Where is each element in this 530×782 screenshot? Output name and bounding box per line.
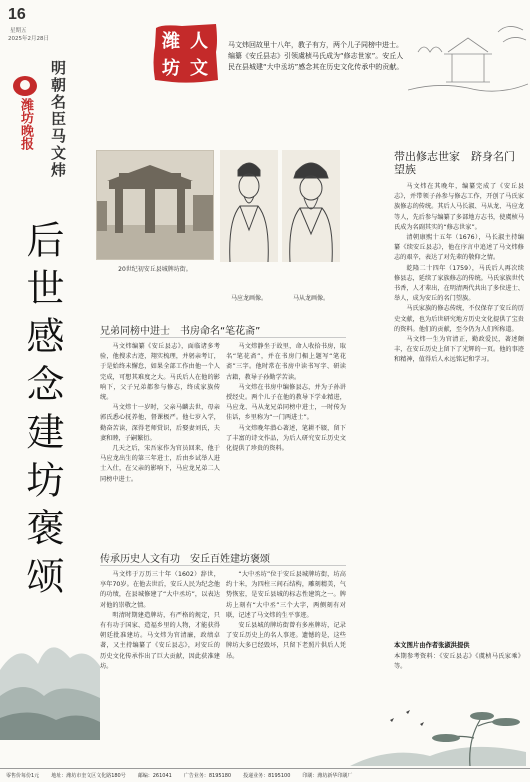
- section2-column-b: [226, 570, 346, 764]
- column-title: 明朝名臣马文炜: [49, 60, 67, 179]
- section1-column-a: [100, 342, 220, 538]
- footer-item: 印刷：潍坊新华印刷厂: [302, 773, 353, 779]
- paragraph: 马文炜晚年潜心著述，笔耕不辍，留下了丰富的诗文作品，为后人研究安丘历史文化提供了珍贵的资料。: [226, 424, 346, 453]
- paragraph: 安丘县城的牌坊街曾有多座牌坊，记录了安丘历史上的名人事迹。遗憾的是，这些牌坊大多已经毁坏，只留下老照片供后人凭吊。: [226, 622, 346, 660]
- archway-image: [97, 151, 214, 260]
- brand-logo: [10, 76, 40, 150]
- paragraph: 马文炜静坐于故里，命人收拾书房，取名“笔花斋”，并在书房门楣上题写“笔花斋”三字。他时常在书房中读书写字、研读古籍，教导子孙勤学苦读。: [226, 343, 346, 381]
- footer-item: 地址：潍坊市奎文区文化路180号: [51, 773, 126, 779]
- brand-name: 潍坊晚报: [18, 98, 33, 150]
- section2-heading: 传承历史人文有功 安丘百姓建坊褒颂: [100, 554, 270, 565]
- section2-column-a: [100, 570, 220, 764]
- page-footer: [0, 768, 530, 782]
- paragraph: 马文炜十一岁时，父亲马麟去世，母亲郭氏悉心抚养他，督课极严。他七岁入学，勤奋苦读，深得老师赏识，后娶妻刘氏，夫妻和睦，子嗣繁衍。: [100, 404, 220, 442]
- paragraph: “大中丞坊”位于安丘县城牌坊街，坊高约十米，为四柱三间石结构，雕刻精美，气势恢宏，是安丘县城的标志性建筑之一。牌坊上刻有“大中丞”三个大字，两侧刻有对联，记述了马文炜的生平事迹。: [226, 571, 346, 619]
- section1-rule: [100, 337, 346, 338]
- paragraph: 马文炜编纂《安丘县志》，面临诸多考验，他搜求古迹，翔实梳理，并躬亲考订，于是始终未懈怠，如果全部工作由他一个人完成，可想其难度之大。马氏后人在他的影响下，父子兄弟都参与修志，终成家族传统。: [100, 343, 220, 402]
- paragraph: 清朝康熙十五年（1676），马长淑主持编纂《续安丘县志》，他在序言中追述了马文炜修志的艰辛，表达了对先辈的敬仰之情。: [394, 234, 524, 262]
- column-seal: [152, 22, 220, 84]
- footer-item: 投递业务：8195100: [243, 773, 291, 779]
- seal-char-1: 潍: [162, 31, 180, 52]
- pavilion-illustration: [408, 12, 528, 120]
- section1-heading: 兄弟同榜中进士 书房命名“笔花斋”: [100, 326, 261, 337]
- paragraph: 明清时期建造牌坊，有严格的规定，只有有功于国家、造福乡里的人物，才能获得朝廷批准建坊。马文炜为官清廉，政绩卓著，又主持编纂了《安丘县志》，对安丘的历史文化传承作出了巨大贡献，因此获准建坊。: [100, 611, 220, 670]
- section2-rule: [100, 565, 346, 566]
- footer-item: 零售价每份1元: [6, 773, 40, 779]
- feature-intro: 马文炜回故里十八年，教子有方，两个儿子同榜中进士。编纂《安丘县志》引领虞桢马氏成为“修志世家”。安丘人民在县城建“大中丞坊”感念其在历史文化传承中的贡献。: [228, 41, 404, 71]
- reference-note: 本期参考资料：《安丘县志》《虞桢马氏家乘》等。: [394, 653, 524, 671]
- issue-weekday: 星期五: [10, 28, 27, 34]
- pine-illustration: [350, 690, 526, 766]
- photo-caption: 20世纪初安丘县城牌坊街。: [118, 266, 192, 273]
- paragraph: 马氏家族的修志传统，不仅保存了安丘的历史文献，也为后世研究地方历史文化提供了宝贵的资料。他们的贡献，至今仍为人们所称道。: [394, 305, 524, 333]
- page-number: 16: [8, 6, 26, 23]
- seal-char-4: 文: [190, 58, 208, 79]
- section1-column-b: [226, 342, 346, 538]
- paragraph: 乾隆二十四年（1759），马氏后人再次续修县志，延续了家族修志的传统。马氏家族世代书香，人才辈出，在明清两代共出了多位进士、举人，成为安丘的名门望族。: [394, 264, 524, 303]
- section3-heading: 带出修志世家 跻身名门望族: [394, 150, 515, 176]
- image-credit: 本文图片由作者张淑洪提供: [394, 642, 470, 649]
- landscape-illustration: [0, 600, 100, 740]
- seal-char-3: 坊: [162, 58, 180, 79]
- footer-item: 邮编：261041: [137, 773, 172, 779]
- issue-date: 2025年2月28日: [8, 36, 49, 42]
- paragraph: 马文炜于万历三十年（1602）辞世，享年70岁。在他去世后，安丘人民为纪念他的功绩，在县城修建了“大中丞坊”，以表达对他的崇敬之情。: [100, 571, 220, 609]
- logo-mark-icon: [13, 76, 37, 96]
- paragraph: 马文炜在书房中编修县志，并为子孙讲授经史。两个儿子在他的教导下学业精进，马应龙、马从龙兄弟同榜中进士，一时传为佳话，乡里称为“一门两进士”。: [226, 383, 346, 422]
- portrait-ma-yinglong: [220, 150, 278, 262]
- portrait-ma-conglong: [282, 150, 340, 262]
- portrait2-caption: 马从龙画像。: [292, 295, 329, 302]
- portrait-figure-icon: [220, 150, 278, 262]
- street-photo: [96, 150, 214, 260]
- seal-char-2: 人: [190, 31, 208, 52]
- paragraph: 马文炜一生为官清正，勤政爱民，著述颇丰，在安丘历史上留下了光辉的一页。他的事迹和精神，值得后人永远铭记和学习。: [394, 336, 524, 364]
- feature-headline: 后世感念建坊褒颂: [20, 220, 64, 604]
- portrait-figure-icon: [282, 150, 340, 262]
- footer-item: 广告业务：8195180: [183, 773, 232, 779]
- portrait1-caption: 马应龙画像。: [230, 295, 267, 302]
- paragraph: 马文炜在其晚年，编纂完成了《安丘县志》，并带领子孙参与修志工作，开创了马氏家族修志的传统。其后人马长淑、马从龙、马应龙等人，先后参与编纂了多部地方志书，使虞桢马氏成为名副其实的“修志世家”。: [394, 183, 524, 231]
- paragraph: 几天之后，宋吾家作为官员回来，他于马应龙出生的第三年进士，后由乡试举人进士入仕，在父亲的影响下，马应龙兄弟二人同榜中进士。: [100, 445, 220, 483]
- section3-column: [394, 182, 524, 634]
